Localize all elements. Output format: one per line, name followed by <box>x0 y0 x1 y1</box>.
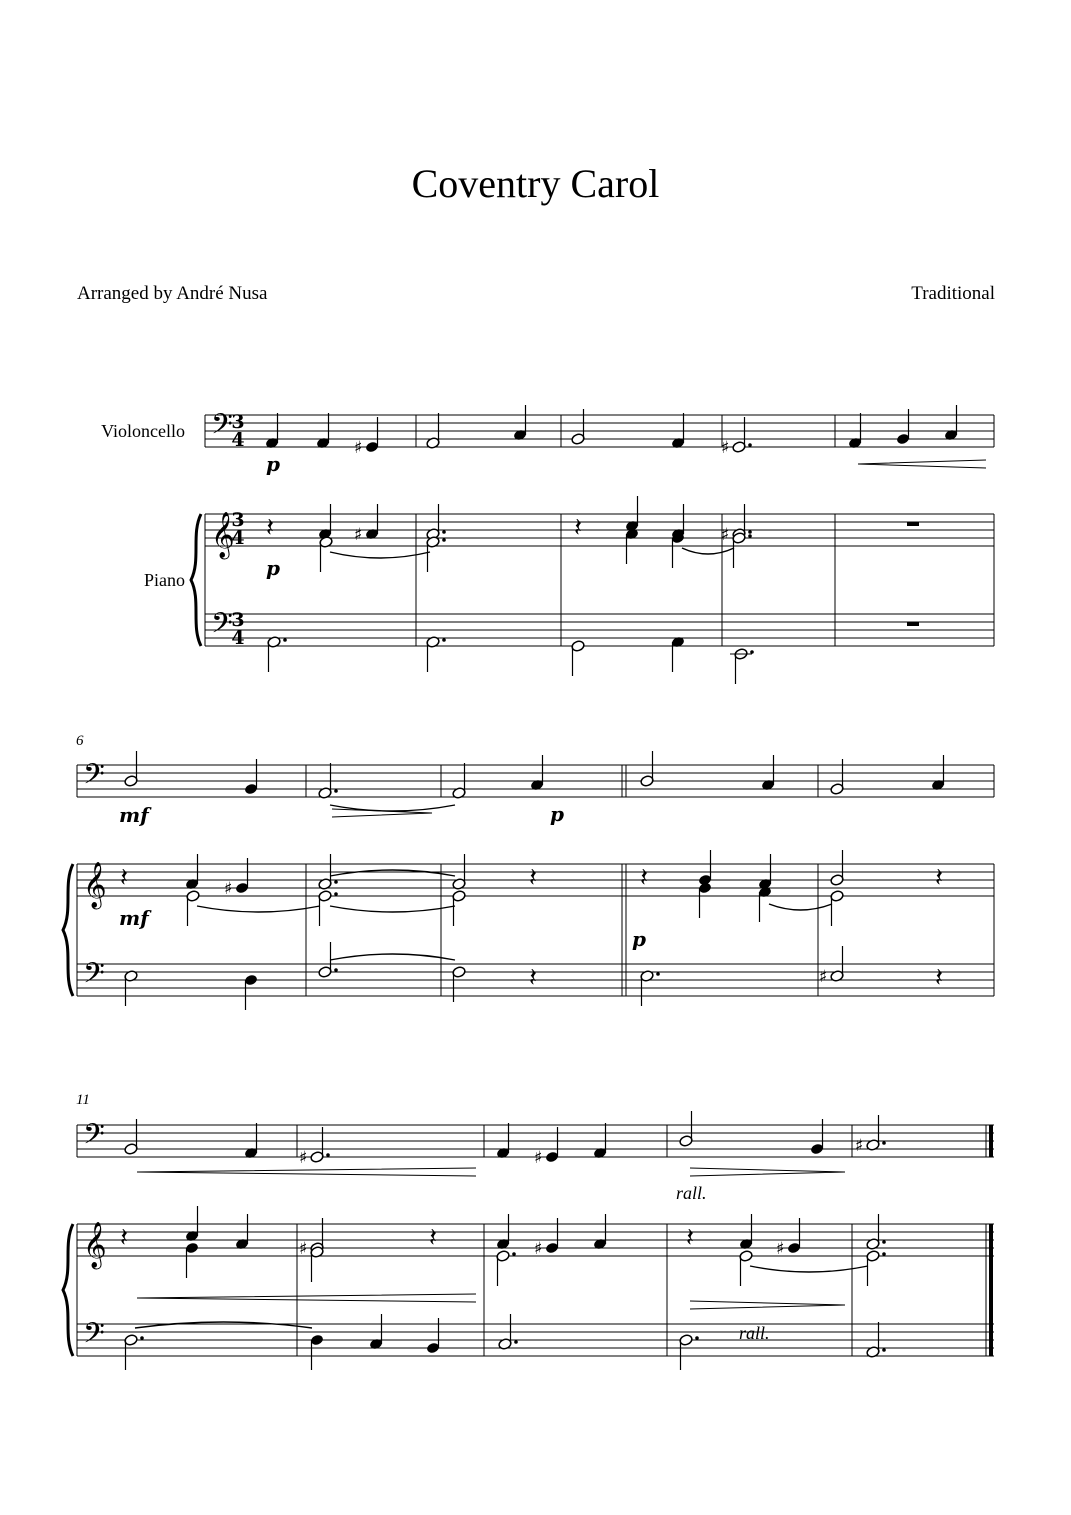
whole-rest-icon <box>907 522 919 526</box>
augmentation-dot <box>442 638 446 642</box>
sharp-icon: ♯ <box>354 525 363 545</box>
page-title: Coventry Carol <box>411 161 660 206</box>
bass-clef-icon: 𝄢 <box>83 1118 105 1158</box>
crescendo-hairpin <box>137 1294 476 1302</box>
dynamic-p-piano-m9: p <box>632 927 646 951</box>
quarter-rest-icon: 𝄽 <box>120 863 128 893</box>
bass-clef-icon: 𝄢 <box>211 607 233 647</box>
quarter-rest-icon: 𝄽 <box>686 1223 694 1253</box>
quarter-rest-icon: 𝄽 <box>640 863 648 893</box>
augmentation-dot <box>748 443 752 447</box>
tie <box>330 954 455 960</box>
augmentation-dot <box>334 968 338 972</box>
dynamic-p-piano: p <box>266 556 280 580</box>
dynamic-p-cello-m9: p <box>550 802 564 826</box>
augmentation-dot <box>283 638 287 642</box>
crescendo-hairpin <box>858 460 986 468</box>
time-sig-top-bass: 3 <box>231 609 245 631</box>
sharp-icon: ♯ <box>299 1239 308 1259</box>
augmentation-dot <box>512 1252 516 1256</box>
augmentation-dot <box>882 1252 886 1256</box>
augmentation-dot <box>326 1153 330 1157</box>
instrument-label-piano: Piano <box>143 570 185 590</box>
augmentation-dot <box>656 972 660 976</box>
measure-number-6: 6 <box>76 733 84 749</box>
augmentation-dot <box>748 534 752 538</box>
decrescendo-hairpin <box>690 1301 845 1309</box>
dynamic-p-cello: p <box>266 452 280 476</box>
sharp-icon: ♯ <box>534 1239 543 1259</box>
quarter-rest-icon: 𝄽 <box>266 513 274 543</box>
augmentation-dot <box>750 650 754 654</box>
time-sig-bottom-treble: 4 <box>231 527 245 549</box>
augmentation-dot <box>334 880 338 884</box>
augmentation-dot <box>442 530 446 534</box>
quarter-rest-icon: 𝄽 <box>935 863 943 893</box>
treble-clef-icon: 𝄞 <box>83 1222 107 1268</box>
piano-brace <box>63 864 73 996</box>
tie <box>750 1266 868 1272</box>
augmentation-dot <box>140 1336 144 1340</box>
sharp-icon: ♯ <box>354 438 363 458</box>
treble-clef-icon: 𝄞 <box>211 512 235 558</box>
quarter-rest-icon: 𝄽 <box>529 863 537 893</box>
time-sig-bottom-cello: 4 <box>231 429 245 451</box>
augmentation-dot <box>442 538 446 542</box>
sharp-icon: ♯ <box>299 1148 308 1168</box>
augmentation-dot <box>882 1240 886 1244</box>
quarter-rest-icon: 𝄽 <box>120 1223 128 1253</box>
augmentation-dot <box>882 1348 886 1352</box>
tie <box>330 870 455 876</box>
augmentation-dot <box>748 530 752 534</box>
instrument-label-cello: Violoncello <box>101 421 185 441</box>
bass-clef-icon: 𝄢 <box>83 1317 105 1357</box>
arranger-credit: Arranged by André Nusa <box>77 283 268 304</box>
dynamic-mf-cello: mf <box>119 803 149 827</box>
tie <box>135 1322 312 1328</box>
sharp-icon: ♯ <box>534 1148 543 1168</box>
augmentation-dot <box>334 892 338 896</box>
piano-brace <box>191 514 201 646</box>
tie <box>330 906 455 912</box>
rall-piano: rall. <box>739 1323 770 1343</box>
sharp-icon: ♯ <box>721 438 730 458</box>
dynamic-mf-piano: mf <box>119 906 149 930</box>
sharp-icon: ♯ <box>819 967 828 987</box>
sharp-icon: ♯ <box>776 1239 785 1259</box>
quarter-rest-icon: 𝄽 <box>429 1223 437 1253</box>
tie <box>769 904 832 910</box>
augmentation-dot <box>334 789 338 793</box>
measure-number-11: 11 <box>76 1092 90 1108</box>
sharp-icon: ♯ <box>855 1136 864 1156</box>
augmentation-dot <box>514 1340 518 1344</box>
tie <box>197 906 320 912</box>
augmentation-dot <box>695 1336 699 1340</box>
bass-clef-icon: 𝄢 <box>211 408 233 448</box>
quarter-rest-icon: 𝄽 <box>574 513 582 543</box>
rall-cello: rall. <box>676 1183 707 1203</box>
crescendo-hairpin <box>137 1168 476 1176</box>
composer-credit: Traditional <box>911 283 995 304</box>
augmentation-dot <box>882 1141 886 1145</box>
sharp-icon: ♯ <box>721 525 730 545</box>
tie <box>682 548 734 554</box>
quarter-rest-icon: 𝄽 <box>529 963 537 993</box>
quarter-rest-icon: 𝄽 <box>935 963 943 993</box>
time-sig-top-cello: 3 <box>231 411 245 433</box>
bass-clef-icon: 𝄢 <box>83 758 105 798</box>
bass-clef-icon: 𝄢 <box>83 957 105 997</box>
piano-brace <box>63 1224 73 1356</box>
time-sig-top-treble: 3 <box>231 509 245 531</box>
treble-clef-icon: 𝄞 <box>83 862 107 908</box>
whole-rest-icon <box>907 622 919 626</box>
decrescendo-hairpin <box>690 1168 845 1176</box>
time-sig-bottom-bass: 4 <box>231 627 245 649</box>
sharp-icon: ♯ <box>224 879 233 899</box>
tie <box>330 552 430 558</box>
